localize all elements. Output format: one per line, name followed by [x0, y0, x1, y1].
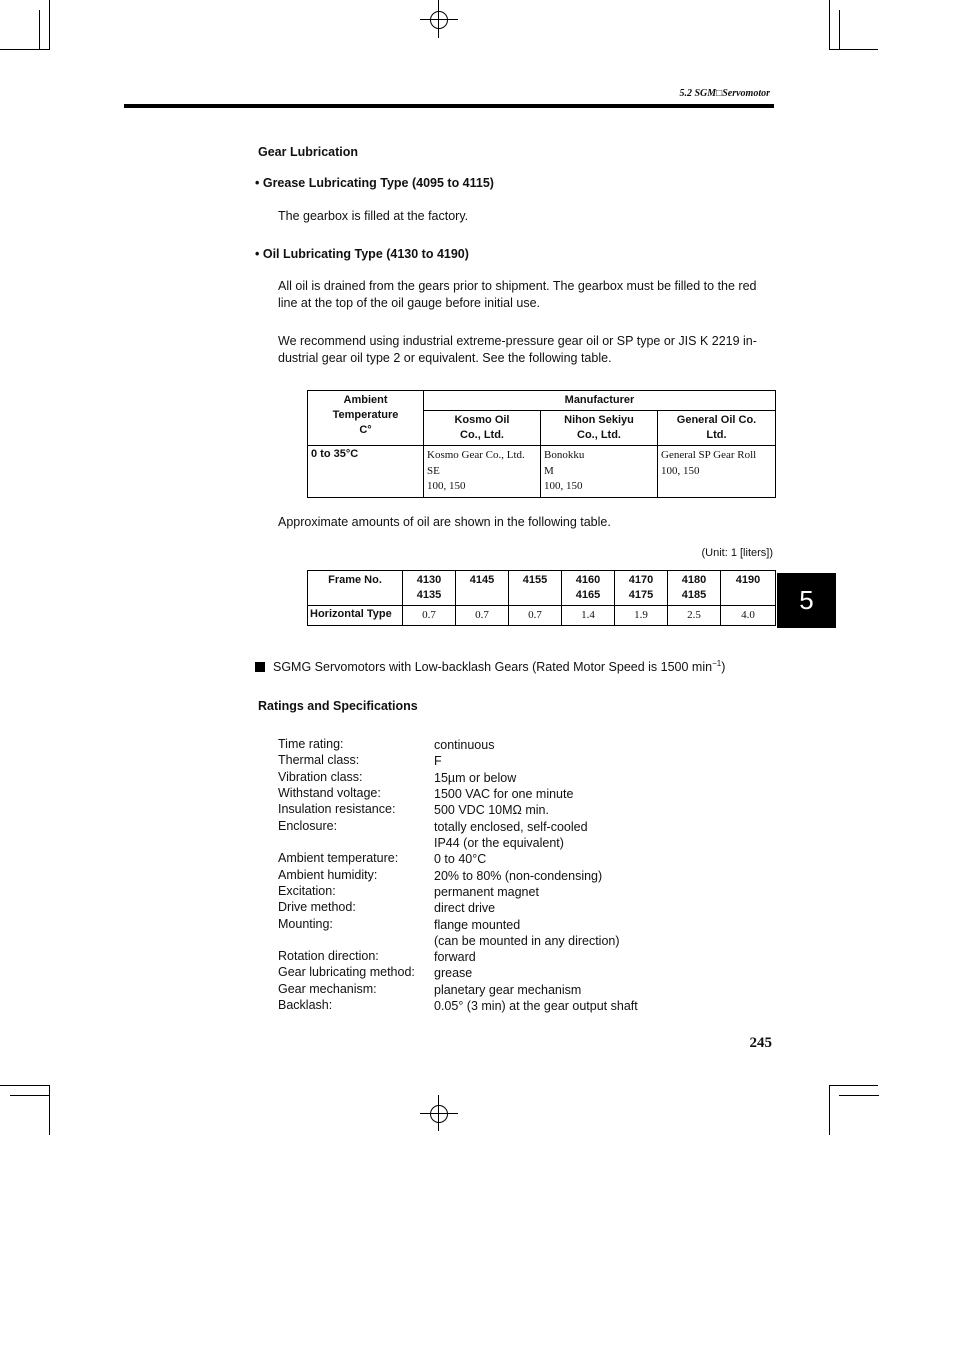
- spec-value: 20% to 80% (non-condensing): [434, 869, 603, 883]
- spec-value: 500 VDC 10MΩ min.: [434, 803, 549, 817]
- manufacturer-general: General Oil Co. Ltd.: [658, 411, 776, 446]
- oil-amount-cell: 2.5: [668, 606, 721, 626]
- spec-value: grease: [434, 966, 473, 980]
- chapter-tab: [777, 573, 836, 628]
- frame-cell: 4190: [721, 571, 776, 606]
- spec-label: Backlash:: [278, 998, 333, 1012]
- unit-label: (Unit: 1 [liters]): [701, 547, 773, 559]
- spec-value: totally enclosed, self-cooled IP44 (or the equivalent): [434, 820, 588, 851]
- frame-cell: 4155: [509, 571, 562, 606]
- frame-cell: 4130 4135: [403, 571, 456, 606]
- frame-cell: 4160 4165: [562, 571, 615, 606]
- series-heading: [255, 659, 725, 674]
- oil-manufacturer-table: [307, 390, 776, 498]
- horizontal-type-label: Horizontal Type: [308, 606, 403, 626]
- spec-value: 0.05° (3 min) at the gear output shaft: [434, 999, 638, 1013]
- oil-general: General SP Gear Roll 100, 150: [658, 446, 776, 498]
- series-text: SGMG Servomotors with Low-backlash Gears (Rated Motor Speed is 1500 min: [273, 660, 713, 675]
- spec-label: Gear mechanism:: [278, 982, 377, 996]
- oil-nihon: Bonokku M 100, 150: [541, 446, 658, 498]
- frame-cell: 4180 4185: [668, 571, 721, 606]
- oil-text-1: All oil is drained from the gears prior to shipment. The gearbox must be filled to the red line at the top of the oil gauge before initial use.: [278, 279, 757, 310]
- oil-heading: • Oil Lubricating Type (4130 to 4190): [255, 247, 469, 261]
- oil-amount-cell: 4.0: [721, 606, 776, 626]
- oil-amount-cell: 0.7: [456, 606, 509, 626]
- oil-text-2: We recommend using industrial extreme-pressure gear oil or SP type or JIS K 2219 in-dustrial gear oil type 2 or equivalent. See the following table.: [278, 334, 757, 365]
- oil-amount-table: [307, 570, 776, 626]
- frame-cell: 4145: [456, 571, 509, 606]
- spec-label: Gear lubricating method:: [278, 965, 415, 979]
- row-temp: 0 to 35°C: [308, 446, 424, 498]
- spec-value: 0 to 40°C: [434, 852, 487, 866]
- running-header: 5.2 SGM□Servomotor: [679, 88, 770, 99]
- frame-cell: 4170 4175: [615, 571, 668, 606]
- spec-value: flange mounted (can be mounted in any direction): [434, 918, 620, 949]
- spec-label: Withstand voltage:: [278, 786, 381, 800]
- series-sup: −1: [712, 659, 722, 668]
- spec-label: Ambient humidity:: [278, 868, 378, 882]
- square-bullet-icon: [255, 662, 265, 672]
- spec-label: Drive method:: [278, 900, 356, 914]
- oil-amount-cell: 1.4: [562, 606, 615, 626]
- ratings-title: Ratings and Specifications: [258, 699, 418, 713]
- spec-value: planetary gear mechanism: [434, 983, 582, 997]
- grease-text: The gearbox is filled at the factory.: [278, 209, 469, 223]
- oil-kosmo: Kosmo Gear Co., Ltd. SE 100, 150: [424, 446, 541, 498]
- header-rule: [124, 104, 774, 108]
- oil-amount-intro: Approximate amounts of oil are shown in the following table.: [278, 515, 611, 529]
- oil-amount-cell: 0.7: [509, 606, 562, 626]
- oil-amount-cell: 1.9: [615, 606, 668, 626]
- spec-label: Ambient temperature:: [278, 851, 399, 865]
- spec-value: permanent magnet: [434, 885, 539, 899]
- spec-value: direct drive: [434, 901, 496, 915]
- spec-label: Excitation:: [278, 884, 336, 898]
- spec-value: continuous: [434, 738, 495, 752]
- spec-label: Rotation direction:: [278, 949, 379, 963]
- spec-label: Mounting:: [278, 917, 333, 931]
- col-ambient-temp: Ambient Temperature C°: [308, 391, 424, 446]
- grease-heading: • Grease Lubricating Type (4095 to 4115): [255, 176, 494, 190]
- spec-value: forward: [434, 950, 476, 964]
- chapter-number: 5: [799, 585, 814, 615]
- col-manufacturer: Manufacturer: [424, 391, 776, 411]
- spec-value: 15µm or below: [434, 771, 517, 785]
- frame-no-label: Frame No.: [308, 571, 403, 606]
- spec-label: Insulation resistance:: [278, 802, 396, 816]
- manufacturer-nihon: Nihon Sekiyu Co., Ltd.: [541, 411, 658, 446]
- page-number: 245: [749, 1035, 772, 1051]
- spec-label: Vibration class:: [278, 770, 363, 784]
- oil-amount-cell: 0.7: [403, 606, 456, 626]
- spec-label: Thermal class:: [278, 753, 360, 767]
- spec-label: Enclosure:: [278, 819, 338, 833]
- spec-value: 1500 VAC for one minute: [434, 787, 574, 801]
- series-close: ): [721, 660, 726, 675]
- spec-label: Time rating:: [278, 737, 344, 751]
- spec-value: F: [434, 754, 442, 768]
- gear-lubrication-title: Gear Lubrication: [258, 145, 359, 159]
- manufacturer-kosmo: Kosmo Oil Co., Ltd.: [424, 411, 541, 446]
